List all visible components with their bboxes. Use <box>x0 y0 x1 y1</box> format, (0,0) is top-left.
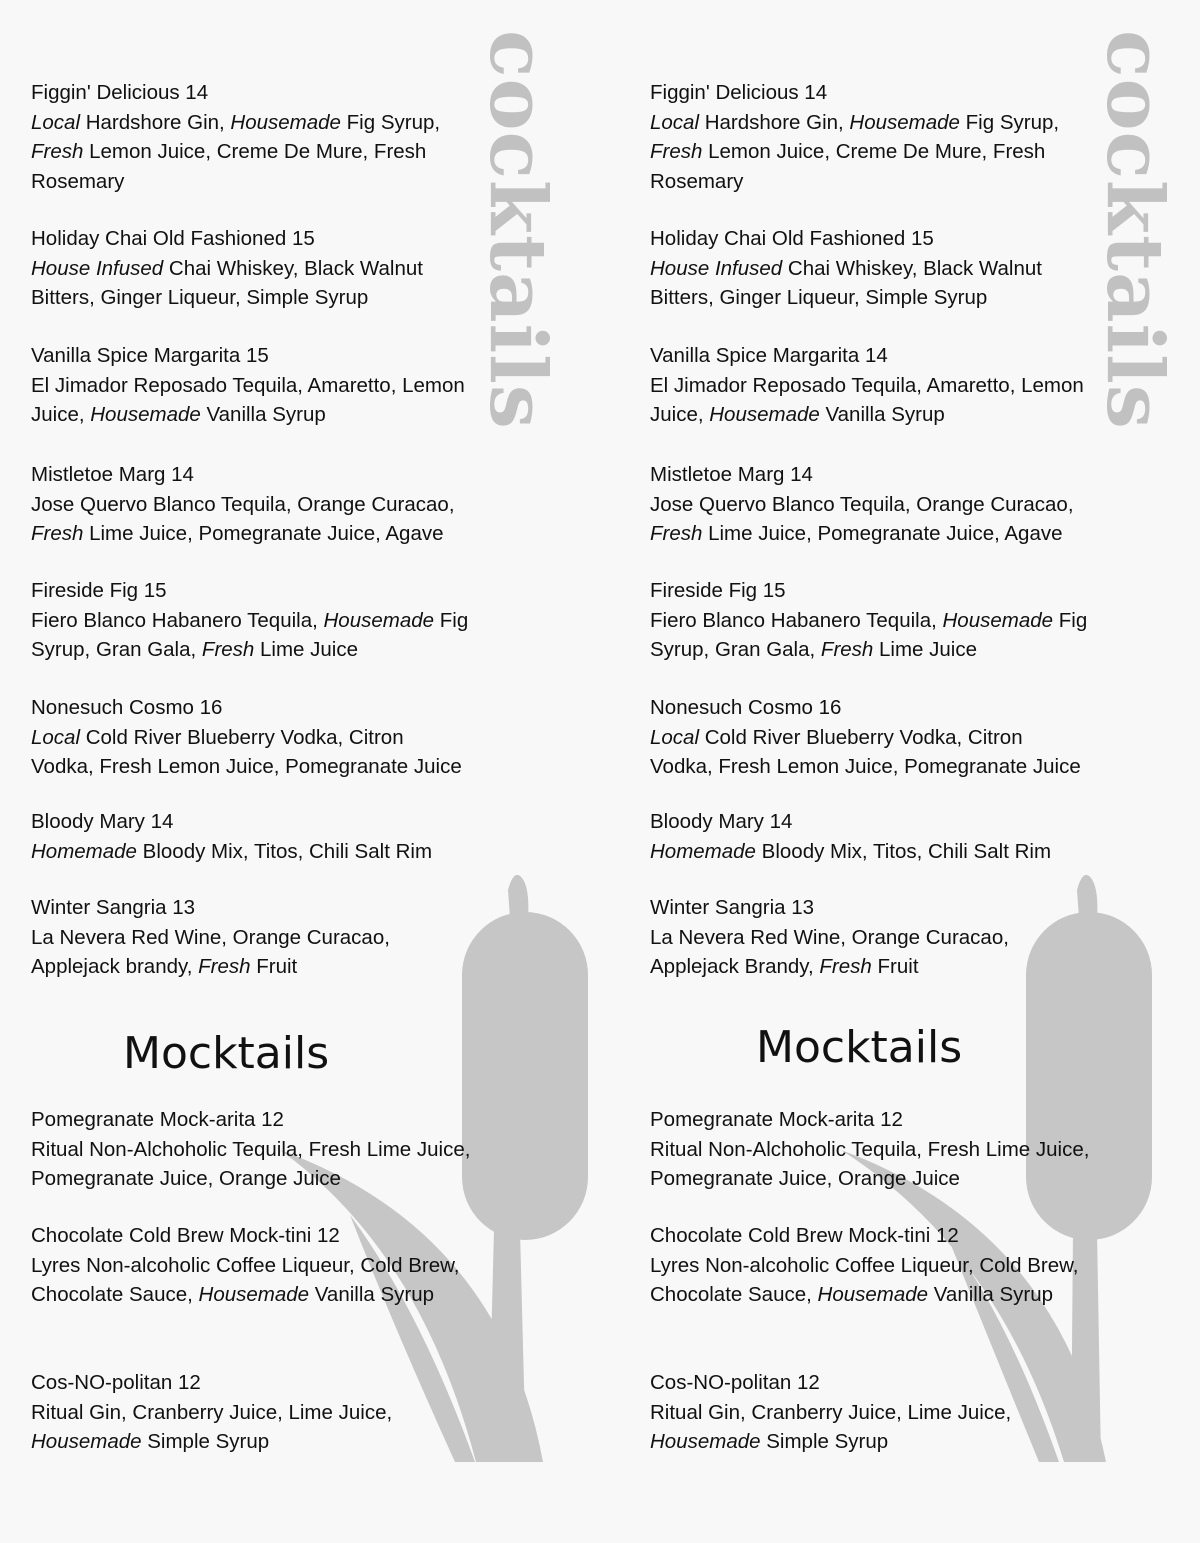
item-description: Ritual Non-Alchoholic Tequila, Fresh Lime Juice, Pomegranate Juice, Orange Juice <box>31 1137 471 1190</box>
cocktail-item <box>650 807 1090 866</box>
item-name: Mistletoe Marg 14 <box>650 463 813 486</box>
item-name: Winter Sangria 13 <box>31 896 196 919</box>
item-name: Mistletoe Marg 14 <box>31 463 194 486</box>
item-name: Pomegranate Mock-arita 12 <box>650 1108 903 1131</box>
cocktail-item <box>31 893 471 982</box>
item-description: Homemade Bloody Mix, Titos, Chili Salt Rim <box>650 839 1052 863</box>
item-description: Local Hardshore Gin, Housemade Fig Syrup, Fresh Lemon Juice, Creme De Mure, Fresh Rosemary <box>650 110 1060 193</box>
cocktail-item <box>650 693 1090 782</box>
item-name: Holiday Chai Old Fashioned 15 <box>31 227 315 250</box>
cocktail-item <box>650 78 1090 196</box>
mocktail-item <box>650 1221 1090 1310</box>
cocktail-item <box>31 341 471 430</box>
item-name: Holiday Chai Old Fashioned 15 <box>650 227 934 250</box>
item-description: Ritual Gin, Cranberry Juice, Lime Juice, Housemade Simple Syrup <box>650 1400 1012 1453</box>
item-description: Local Cold River Blueberry Vodka, Citron Vodka, Fresh Lemon Juice, Pomegranate Juice <box>31 725 462 778</box>
item-name: Chocolate Cold Brew Mock-tini 12 <box>31 1224 340 1247</box>
item-name: Nonesuch Cosmo 16 <box>650 696 842 719</box>
item-description: La Nevera Red Wine, Orange Curacao, Applejack brandy, Fresh Fruit <box>31 925 390 978</box>
item-name: Figgin' Delicious 14 <box>31 81 209 104</box>
item-name: Bloody Mary 14 <box>650 810 793 833</box>
cocktail-item <box>31 693 471 782</box>
item-name: Bloody Mary 14 <box>31 810 174 833</box>
cocktail-item <box>650 576 1090 665</box>
item-description: Fiero Blanco Habanero Tequila, Housemade Fig Syrup, Gran Gala, Fresh Lime Juice <box>650 608 1088 661</box>
mocktails-heading: Mocktails <box>123 1028 330 1079</box>
item-description: Homemade Bloody Mix, Titos, Chili Salt Rim <box>31 839 433 863</box>
item-name: Vanilla Spice Margarita 14 <box>650 344 888 367</box>
item-description: Jose Quervo Blanco Tequila, Orange Curacao, Fresh Lime Juice, Pomegranate Juice, Agave <box>31 492 455 545</box>
mocktails-heading: Mocktails <box>756 1022 963 1073</box>
item-description: Lyres Non-alcoholic Coffee Liqueur, Cold Brew, Chocolate Sauce, Housemade Vanilla Syrup <box>31 1253 460 1306</box>
item-description: El Jimador Reposado Tequila, Amaretto, Lemon Juice, Housemade Vanilla Syrup <box>31 373 465 426</box>
item-description: El Jimador Reposado Tequila, Amaretto, Lemon Juice, Housemade Vanilla Syrup <box>650 373 1084 426</box>
cocktail-item <box>31 807 471 866</box>
item-name: Chocolate Cold Brew Mock-tini 12 <box>650 1224 959 1247</box>
item-name: Cos-NO-politan 12 <box>31 1371 201 1394</box>
item-description: Ritual Gin, Cranberry Juice, Lime Juice, Housemade Simple Syrup <box>31 1400 393 1453</box>
cocktails-side-title: cocktails <box>1089 30 1180 430</box>
cocktails-side-title: cocktails <box>472 30 563 430</box>
cocktail-item <box>650 224 1090 313</box>
item-name: Winter Sangria 13 <box>650 896 815 919</box>
item-description: Ritual Non-Alchoholic Tequila, Fresh Lime Juice, Pomegranate Juice, Orange Juice <box>650 1137 1090 1190</box>
item-name: Fireside Fig 15 <box>31 579 167 602</box>
item-description: House Infused Chai Whiskey, Black Walnut Bitters, Ginger Liqueur, Simple Syrup <box>650 256 1042 309</box>
cocktail-item <box>31 576 471 665</box>
item-name: Cos-NO-politan 12 <box>650 1371 820 1394</box>
mocktail-item <box>650 1105 1090 1194</box>
mocktail-item <box>31 1105 471 1194</box>
cocktail-item <box>650 341 1090 430</box>
mocktail-item <box>31 1368 471 1457</box>
item-name: Pomegranate Mock-arita 12 <box>31 1108 284 1131</box>
item-description: Local Hardshore Gin, Housemade Fig Syrup, Fresh Lemon Juice, Creme De Mure, Fresh Rosemary <box>31 110 441 193</box>
mocktail-item <box>650 1368 1090 1457</box>
item-description: La Nevera Red Wine, Orange Curacao, Applejack Brandy, Fresh Fruit <box>650 925 1009 978</box>
item-description: House Infused Chai Whiskey, Black Walnut Bitters, Ginger Liqueur, Simple Syrup <box>31 256 423 309</box>
item-description: Fiero Blanco Habanero Tequila, Housemade Fig Syrup, Gran Gala, Fresh Lime Juice <box>31 608 469 661</box>
item-description: Lyres Non-alcoholic Coffee Liqueur, Cold Brew, Chocolate Sauce, Housemade Vanilla Syrup <box>650 1253 1079 1306</box>
item-description: Jose Quervo Blanco Tequila, Orange Curacao, Fresh Lime Juice, Pomegranate Juice, Agave <box>650 492 1074 545</box>
cocktail-item <box>31 460 471 549</box>
item-description: Local Cold River Blueberry Vodka, Citron Vodka, Fresh Lemon Juice, Pomegranate Juice <box>650 725 1081 778</box>
item-name: Vanilla Spice Margarita 15 <box>31 344 269 367</box>
cocktail-item <box>650 460 1090 549</box>
item-name: Fireside Fig 15 <box>650 579 786 602</box>
cocktail-item <box>650 893 1090 982</box>
cocktail-item <box>31 224 471 313</box>
mocktail-item <box>31 1221 471 1310</box>
item-name: Nonesuch Cosmo 16 <box>31 696 223 719</box>
menu-panel-right <box>619 0 1200 1543</box>
cocktail-item <box>31 78 471 196</box>
item-name: Figgin' Delicious 14 <box>650 81 828 104</box>
